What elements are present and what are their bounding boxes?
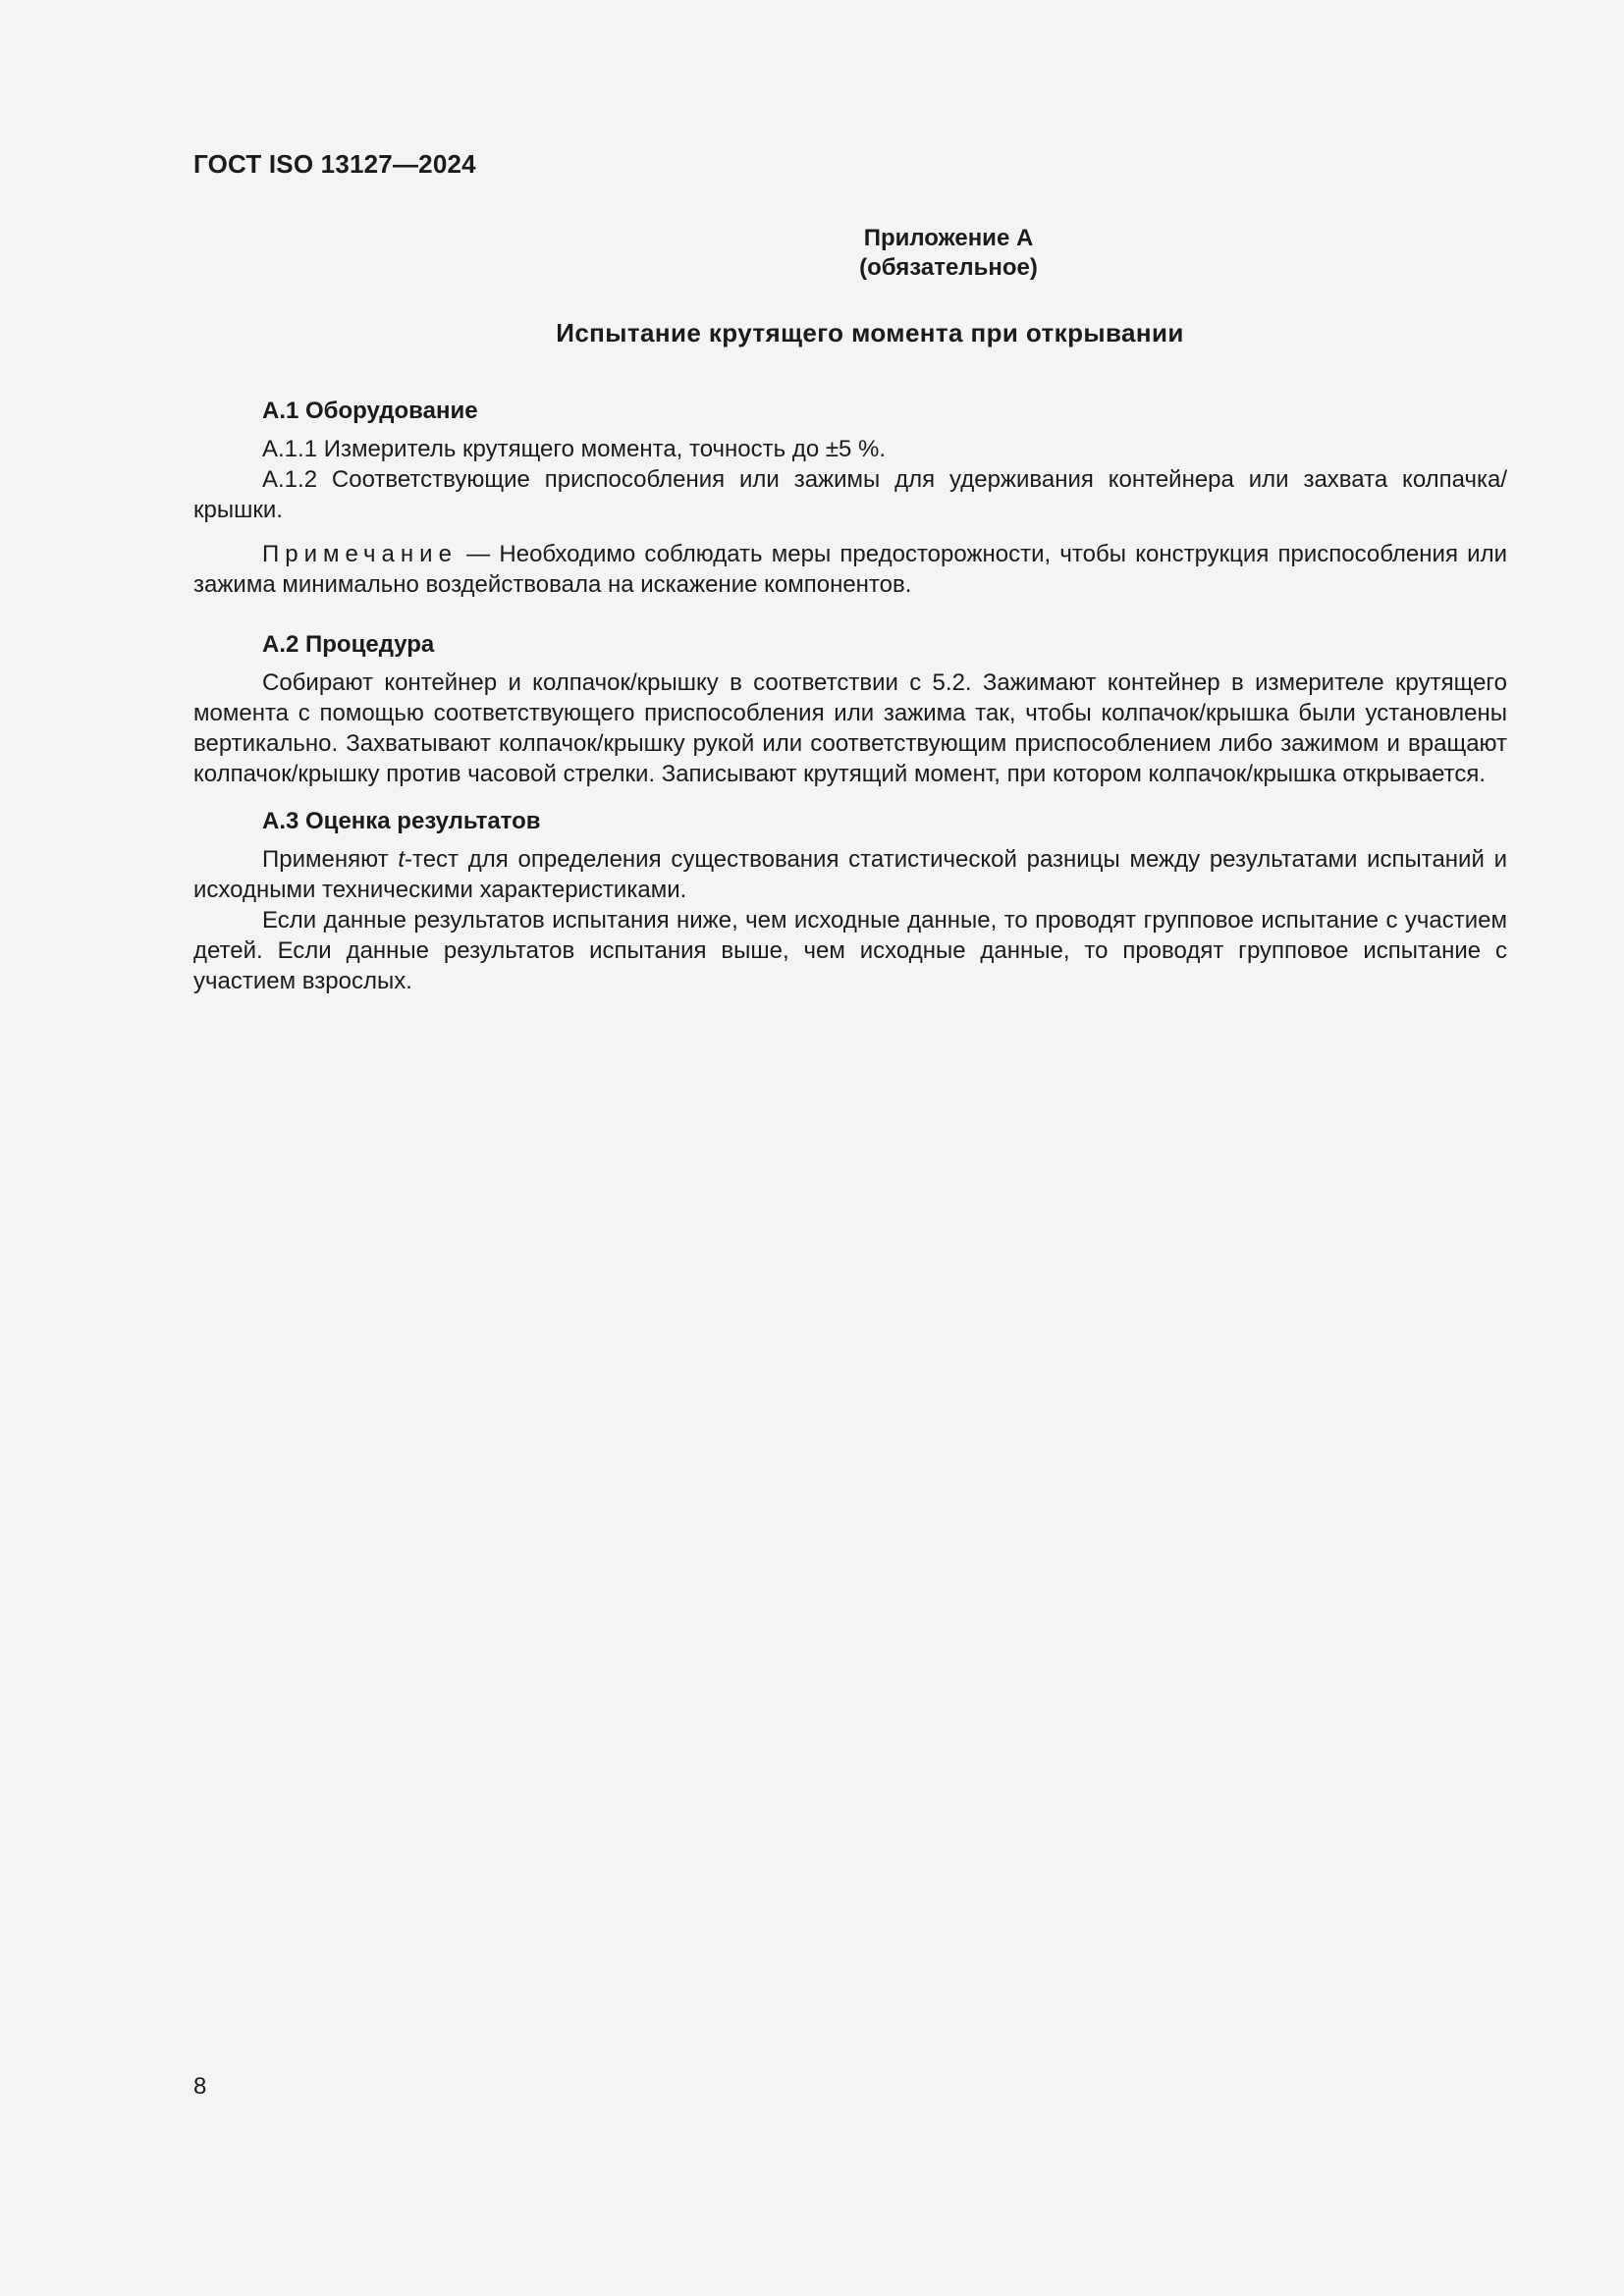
section-heading: А.3 Оценка результатов [262, 808, 541, 834]
paragraph: Собирают контейнер и колпачок/крышку в соответствии с 5.2. Зажимают контейнер в измерителе крутящего момента с помощью соответствующего приспособления или зажима так, чтобы колпачок/крышка были установлены вертикально. Захватывают колпачок/крышку рукой или соответствующим приспособлением либо зажимом и вращают колпачок/крышку против часовой стрелки. Записывают крутящий момент, при котором колпачок/крышка открывается. [193, 669, 1507, 787]
annex-status: (обязательное) [859, 254, 1038, 281]
text-run: Применяют [262, 846, 399, 873]
section-heading: А.1 Оборудование [262, 398, 478, 424]
annex-title: Испытание крутящего момента при открывании [556, 318, 1184, 347]
note-dash: — [457, 541, 500, 567]
document-id: ГОСТ ISO 13127—2024 [193, 149, 476, 179]
paragraph: Если данные результатов испытания ниже, чем исходные данные, то проводят групповое испытание с участием детей. Если данные результатов испытания выше, чем исходные данные, то проводят групповое испытание с участием взрослых. [193, 907, 1507, 994]
annex-header [193, 224, 1507, 283]
annex-label: Приложение А [863, 225, 1034, 251]
note-label: Примечание [262, 541, 458, 567]
section-a1 [193, 396, 1507, 600]
section-heading: А.2 Процедура [262, 631, 435, 658]
section-a3 [193, 806, 1507, 996]
page-number: 8 [193, 2073, 207, 2100]
paragraph: А.1.2 Соответствующие приспособления или зажимы для удерживания контейнера или захвата колпачка/крышки. [193, 466, 1507, 523]
text-run: -тест для определения существования статистической разницы между результатами испытаний и исходными техническими характеристиками. [193, 846, 1508, 903]
section-a2 [193, 629, 1507, 789]
italic-t: t [398, 846, 405, 873]
note-paragraph [193, 539, 1507, 600]
paragraph [193, 844, 1507, 905]
paragraph: А.1.1 Измеритель крутящего момента, точность до ±5 %. [262, 436, 887, 462]
note-text: Необходимо соблюдать меры предосторожности, чтобы конструкция приспособления или зажима минимально воздействовала на искажение компонентов. [193, 541, 1507, 598]
page-content [193, 224, 1507, 996]
